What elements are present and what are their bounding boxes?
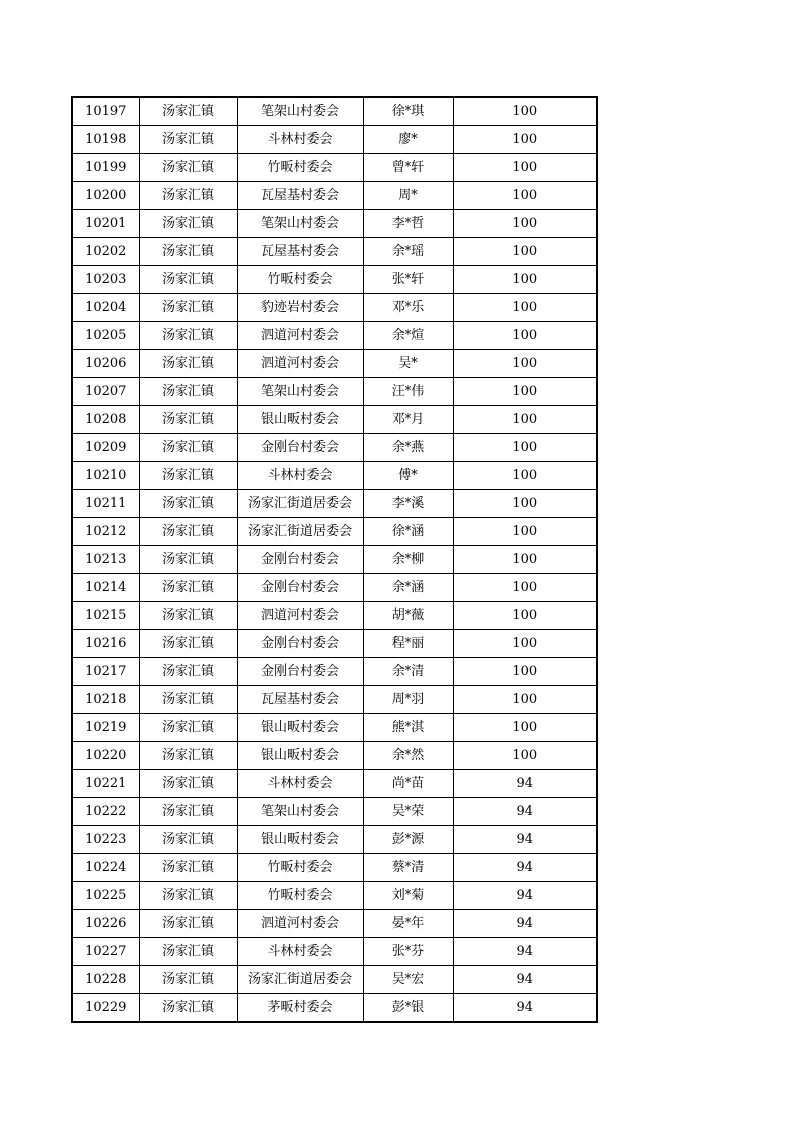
score-cell: 100 (453, 322, 597, 350)
person-name-cell: 徐*涵 (363, 518, 453, 546)
committee-cell: 笔架山村委会 (237, 97, 363, 126)
table-row (72, 182, 597, 210)
row-id-cell: 10218 (72, 686, 139, 714)
score-cell: 100 (453, 378, 597, 406)
score-cell: 100 (453, 658, 597, 686)
town-cell: 汤家汇镇 (139, 154, 237, 182)
row-id-cell: 10225 (72, 882, 139, 910)
row-id-cell: 10224 (72, 854, 139, 882)
town-cell: 汤家汇镇 (139, 742, 237, 770)
table-row (72, 154, 597, 182)
person-name-cell: 彭*源 (363, 826, 453, 854)
score-cell: 100 (453, 238, 597, 266)
person-name-cell: 吴*宏 (363, 966, 453, 994)
town-cell: 汤家汇镇 (139, 882, 237, 910)
row-id-cell: 10215 (72, 602, 139, 630)
person-name-cell: 周*羽 (363, 686, 453, 714)
committee-cell: 笔架山村委会 (237, 798, 363, 826)
score-cell: 100 (453, 574, 597, 602)
town-cell: 汤家汇镇 (139, 126, 237, 154)
row-id-cell: 10205 (72, 322, 139, 350)
table-row (72, 546, 597, 574)
town-cell: 汤家汇镇 (139, 910, 237, 938)
row-id-cell: 10211 (72, 490, 139, 518)
table-row (72, 97, 597, 126)
row-id-cell: 10223 (72, 826, 139, 854)
town-cell: 汤家汇镇 (139, 210, 237, 238)
row-id-cell: 10228 (72, 966, 139, 994)
row-id-cell: 10221 (72, 770, 139, 798)
town-cell: 汤家汇镇 (139, 854, 237, 882)
person-name-cell: 周* (363, 182, 453, 210)
town-cell: 汤家汇镇 (139, 770, 237, 798)
row-id-cell: 10202 (72, 238, 139, 266)
committee-cell: 金刚台村委会 (237, 658, 363, 686)
town-cell: 汤家汇镇 (139, 546, 237, 574)
row-id-cell: 10220 (72, 742, 139, 770)
score-cell: 100 (453, 97, 597, 126)
person-name-cell: 余*瑶 (363, 238, 453, 266)
score-cell: 94 (453, 966, 597, 994)
person-name-cell: 程*丽 (363, 630, 453, 658)
committee-cell: 斗林村委会 (237, 938, 363, 966)
score-cell: 100 (453, 406, 597, 434)
person-name-cell: 张*轩 (363, 266, 453, 294)
row-id-cell: 10201 (72, 210, 139, 238)
score-cell: 100 (453, 154, 597, 182)
town-cell: 汤家汇镇 (139, 714, 237, 742)
score-cell: 94 (453, 994, 597, 1023)
committee-cell: 银山畈村委会 (237, 714, 363, 742)
committee-cell: 豹迹岩村委会 (237, 294, 363, 322)
row-id-cell: 10206 (72, 350, 139, 378)
person-name-cell: 邓*乐 (363, 294, 453, 322)
table-row (72, 602, 597, 630)
town-cell: 汤家汇镇 (139, 574, 237, 602)
score-cell: 94 (453, 770, 597, 798)
row-id-cell: 10222 (72, 798, 139, 826)
person-name-cell: 蔡*清 (363, 854, 453, 882)
row-id-cell: 10227 (72, 938, 139, 966)
town-cell: 汤家汇镇 (139, 826, 237, 854)
person-name-cell: 张*芬 (363, 938, 453, 966)
row-id-cell: 10198 (72, 126, 139, 154)
committee-cell: 瓦屋基村委会 (237, 238, 363, 266)
score-cell: 100 (453, 462, 597, 490)
score-cell: 94 (453, 938, 597, 966)
town-cell: 汤家汇镇 (139, 378, 237, 406)
committee-cell: 金刚台村委会 (237, 630, 363, 658)
table-row (72, 882, 597, 910)
score-cell: 100 (453, 350, 597, 378)
person-name-cell: 余*涵 (363, 574, 453, 602)
score-cell: 100 (453, 490, 597, 518)
row-id-cell: 10207 (72, 378, 139, 406)
table-row (72, 798, 597, 826)
table-row (72, 770, 597, 798)
town-cell: 汤家汇镇 (139, 518, 237, 546)
town-cell: 汤家汇镇 (139, 462, 237, 490)
table-row (72, 714, 597, 742)
table-row (72, 266, 597, 294)
table-row (72, 826, 597, 854)
table-row (72, 294, 597, 322)
person-name-cell: 徐*琪 (363, 97, 453, 126)
town-cell: 汤家汇镇 (139, 350, 237, 378)
person-name-cell: 余*柳 (363, 546, 453, 574)
table-row (72, 966, 597, 994)
score-cell: 94 (453, 882, 597, 910)
table-row (72, 126, 597, 154)
score-cell: 100 (453, 686, 597, 714)
person-name-cell: 晏*年 (363, 910, 453, 938)
town-cell: 汤家汇镇 (139, 406, 237, 434)
table-row (72, 742, 597, 770)
town-cell: 汤家汇镇 (139, 686, 237, 714)
score-cell: 100 (453, 714, 597, 742)
person-name-cell: 余*清 (363, 658, 453, 686)
table-row (72, 630, 597, 658)
score-cell: 100 (453, 602, 597, 630)
committee-cell: 斗林村委会 (237, 462, 363, 490)
person-name-cell: 余*煊 (363, 322, 453, 350)
town-cell: 汤家汇镇 (139, 238, 237, 266)
row-id-cell: 10203 (72, 266, 139, 294)
town-cell: 汤家汇镇 (139, 266, 237, 294)
row-id-cell: 10229 (72, 994, 139, 1023)
person-name-cell: 吴*荣 (363, 798, 453, 826)
committee-cell: 银山畈村委会 (237, 742, 363, 770)
committee-cell: 笔架山村委会 (237, 210, 363, 238)
committee-cell: 茅畈村委会 (237, 994, 363, 1023)
committee-cell: 竹畈村委会 (237, 266, 363, 294)
score-cell: 100 (453, 518, 597, 546)
committee-cell: 银山畈村委会 (237, 406, 363, 434)
row-id-cell: 10199 (72, 154, 139, 182)
committee-cell: 金刚台村委会 (237, 574, 363, 602)
town-cell: 汤家汇镇 (139, 966, 237, 994)
person-name-cell: 吴* (363, 350, 453, 378)
town-cell: 汤家汇镇 (139, 490, 237, 518)
row-id-cell: 10214 (72, 574, 139, 602)
score-cell: 94 (453, 798, 597, 826)
committee-cell: 竹畈村委会 (237, 854, 363, 882)
person-name-cell: 汪*伟 (363, 378, 453, 406)
committee-cell: 笔架山村委会 (237, 378, 363, 406)
score-cell: 100 (453, 546, 597, 574)
row-id-cell: 10210 (72, 462, 139, 490)
score-cell: 100 (453, 266, 597, 294)
person-name-cell: 熊*淇 (363, 714, 453, 742)
person-name-cell: 余*燕 (363, 434, 453, 462)
person-name-cell: 余*然 (363, 742, 453, 770)
town-cell: 汤家汇镇 (139, 658, 237, 686)
row-id-cell: 10208 (72, 406, 139, 434)
table-row (72, 686, 597, 714)
person-name-cell: 傅* (363, 462, 453, 490)
score-cell: 94 (453, 854, 597, 882)
table-row (72, 462, 597, 490)
row-id-cell: 10212 (72, 518, 139, 546)
row-id-cell: 10219 (72, 714, 139, 742)
committee-cell: 斗林村委会 (237, 770, 363, 798)
committee-cell: 汤家汇街道居委会 (237, 518, 363, 546)
score-cell: 100 (453, 210, 597, 238)
committee-cell: 泗道河村委会 (237, 910, 363, 938)
committee-cell: 泗道河村委会 (237, 322, 363, 350)
table-row (72, 406, 597, 434)
score-cell: 94 (453, 910, 597, 938)
person-name-cell: 彭*银 (363, 994, 453, 1023)
row-id-cell: 10200 (72, 182, 139, 210)
table-row (72, 910, 597, 938)
person-name-cell: 邓*月 (363, 406, 453, 434)
table-row (72, 322, 597, 350)
committee-cell: 汤家汇街道居委会 (237, 490, 363, 518)
row-id-cell: 10197 (72, 97, 139, 126)
committee-cell: 泗道河村委会 (237, 350, 363, 378)
row-id-cell: 10217 (72, 658, 139, 686)
town-cell: 汤家汇镇 (139, 322, 237, 350)
table-row (72, 518, 597, 546)
committee-cell: 瓦屋基村委会 (237, 182, 363, 210)
score-cell: 100 (453, 182, 597, 210)
score-cell: 100 (453, 742, 597, 770)
row-id-cell: 10216 (72, 630, 139, 658)
row-id-cell: 10204 (72, 294, 139, 322)
table-row (72, 490, 597, 518)
score-cell: 100 (453, 126, 597, 154)
table-row (72, 378, 597, 406)
table-row (72, 350, 597, 378)
person-name-cell: 尚*苗 (363, 770, 453, 798)
person-name-cell: 廖* (363, 126, 453, 154)
score-cell: 100 (453, 630, 597, 658)
person-name-cell: 刘*菊 (363, 882, 453, 910)
committee-cell: 瓦屋基村委会 (237, 686, 363, 714)
town-cell: 汤家汇镇 (139, 97, 237, 126)
score-cell: 100 (453, 294, 597, 322)
committee-cell: 竹畈村委会 (237, 882, 363, 910)
score-cell: 94 (453, 826, 597, 854)
committee-cell: 金刚台村委会 (237, 434, 363, 462)
table-row (72, 938, 597, 966)
town-cell: 汤家汇镇 (139, 798, 237, 826)
person-name-cell: 李*哲 (363, 210, 453, 238)
score-cell: 100 (453, 434, 597, 462)
committee-cell: 金刚台村委会 (237, 546, 363, 574)
committee-cell: 斗林村委会 (237, 126, 363, 154)
committee-cell: 泗道河村委会 (237, 602, 363, 630)
row-id-cell: 10226 (72, 910, 139, 938)
town-cell: 汤家汇镇 (139, 630, 237, 658)
town-cell: 汤家汇镇 (139, 182, 237, 210)
table-row (72, 574, 597, 602)
data-table (71, 96, 598, 1023)
person-name-cell: 李*溪 (363, 490, 453, 518)
town-cell: 汤家汇镇 (139, 294, 237, 322)
table-row (72, 210, 597, 238)
table-body (72, 97, 597, 1022)
committee-cell: 银山畈村委会 (237, 826, 363, 854)
town-cell: 汤家汇镇 (139, 994, 237, 1023)
committee-cell: 汤家汇街道居委会 (237, 966, 363, 994)
town-cell: 汤家汇镇 (139, 602, 237, 630)
table-row (72, 658, 597, 686)
committee-cell: 竹畈村委会 (237, 154, 363, 182)
person-name-cell: 曾*轩 (363, 154, 453, 182)
town-cell: 汤家汇镇 (139, 434, 237, 462)
table-row (72, 238, 597, 266)
person-name-cell: 胡*薇 (363, 602, 453, 630)
table-row (72, 854, 597, 882)
row-id-cell: 10213 (72, 546, 139, 574)
town-cell: 汤家汇镇 (139, 938, 237, 966)
table-row (72, 434, 597, 462)
row-id-cell: 10209 (72, 434, 139, 462)
table-row (72, 994, 597, 1023)
